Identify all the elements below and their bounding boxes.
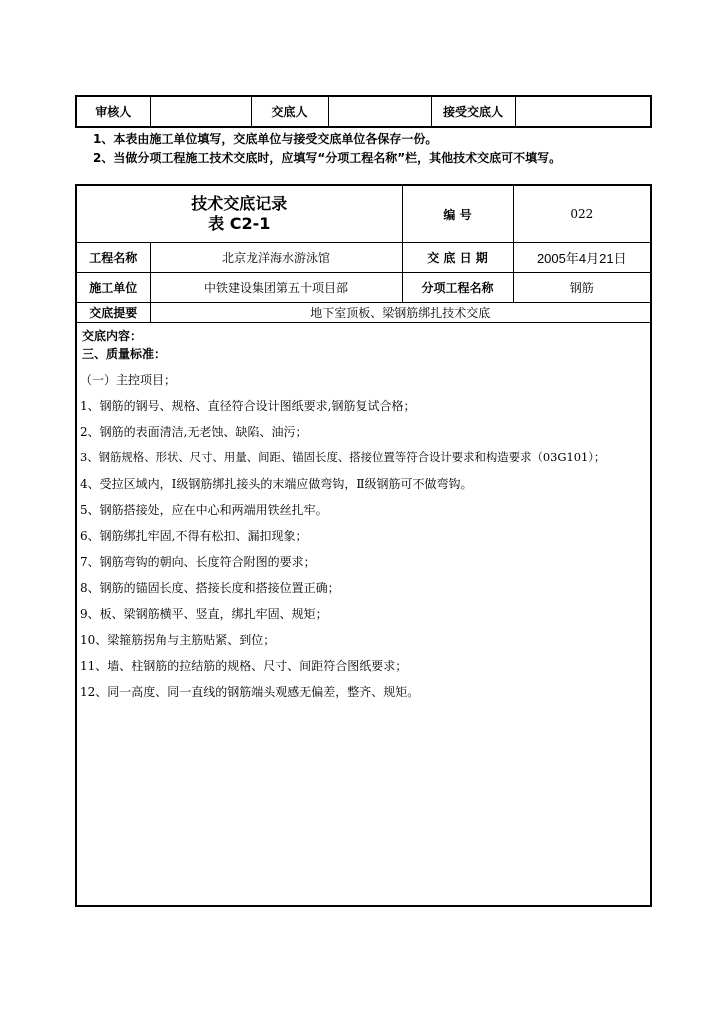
form-title-line1: 技术交底记录 xyxy=(191,194,288,213)
content-item: 12、同一高度、同一直线的钢筋端头观感无偏差，整齐、规矩。 xyxy=(80,685,420,699)
reviewer-label: 审核人 xyxy=(76,96,150,127)
date-label: 交 底 日 期 xyxy=(402,243,513,273)
content-item: 8、钢筋的锚固长度、搭接长度和搭接位置正确； xyxy=(80,581,340,595)
content-item: 5、钢筋搭接处，应在中心和两端用铁丝扎牢。 xyxy=(80,503,328,517)
reviewer-value xyxy=(150,96,251,127)
form-title xyxy=(76,185,402,243)
technical-disclosure-record xyxy=(75,184,652,907)
number-label: 编 号 xyxy=(402,185,513,243)
summary-label: 交底提要 xyxy=(76,303,150,323)
project-name-value: 北京龙洋海水游泳馆 xyxy=(150,243,402,273)
note-1: 1、本表由施工单位填写，交底单位与接受交底单位各保存一份。 xyxy=(93,132,438,146)
form-title-line2: 表 C2-1 xyxy=(208,214,271,233)
contractor-label: 施工单位 xyxy=(76,273,150,303)
content-item: 1、钢筋的钢号、规格、直径符合设计图纸要求,钢筋复试合格； xyxy=(80,399,416,413)
content-item: 7、钢筋弯钩的朝向、长度符合附图的要求； xyxy=(80,555,316,569)
disclosure-content xyxy=(76,323,651,907)
content-item: 2、钢筋的表面清洁,无老蚀、缺陷、油污； xyxy=(80,425,308,439)
receiver-label: 接受交底人 xyxy=(431,96,515,127)
date-value: 2005年4月21日 xyxy=(513,243,651,273)
subproject-label: 分项工程名称 xyxy=(402,273,513,303)
contractor-value: 中铁建设集团第五十项目部 xyxy=(150,273,402,303)
signature-table xyxy=(75,95,652,128)
discloser-label: 交底人 xyxy=(251,96,328,127)
section-title: 三、质量标准： xyxy=(82,347,167,361)
content-item: 3、钢筋规格、形状、尺寸、用量、间距、锚固长度、搭接位置等符合设计要求和构造要求（03G101）； xyxy=(80,450,606,464)
number-value: 022 xyxy=(513,185,651,243)
content-item: （一）主控项目； xyxy=(80,373,177,387)
subproject-value: 钢筋 xyxy=(513,273,651,303)
note-2: 2、当做分项工程施工技术交底时，应填写“分项工程名称”栏，其他技术交底可不填写。 xyxy=(93,151,562,165)
summary-value: 地下室顶板、梁钢筋绑扎技术交底 xyxy=(150,303,651,323)
discloser-value xyxy=(328,96,431,127)
content-item: 9、板、梁钢筋横平、竖直，绑扎牢固、规矩； xyxy=(80,607,328,621)
content-item: 10、梁箍筋拐角与主筋贴紧、到位； xyxy=(80,633,276,647)
content-title: 交底内容： xyxy=(82,329,143,343)
content-item: 6、钢筋绑扎牢固,不得有松扣、漏扣现象； xyxy=(80,529,308,543)
content-item: 4、受拉区域内，Ⅰ级钢筋绑扎接头的末端应做弯钩，Ⅱ级钢筋可不做弯钩。 xyxy=(80,477,473,491)
content-item: 11、墙、柱钢筋的拉结筋的规格、尺寸、间距符合图纸要求； xyxy=(80,659,408,673)
project-name-label: 工程名称 xyxy=(76,243,150,273)
receiver-value xyxy=(515,96,651,127)
